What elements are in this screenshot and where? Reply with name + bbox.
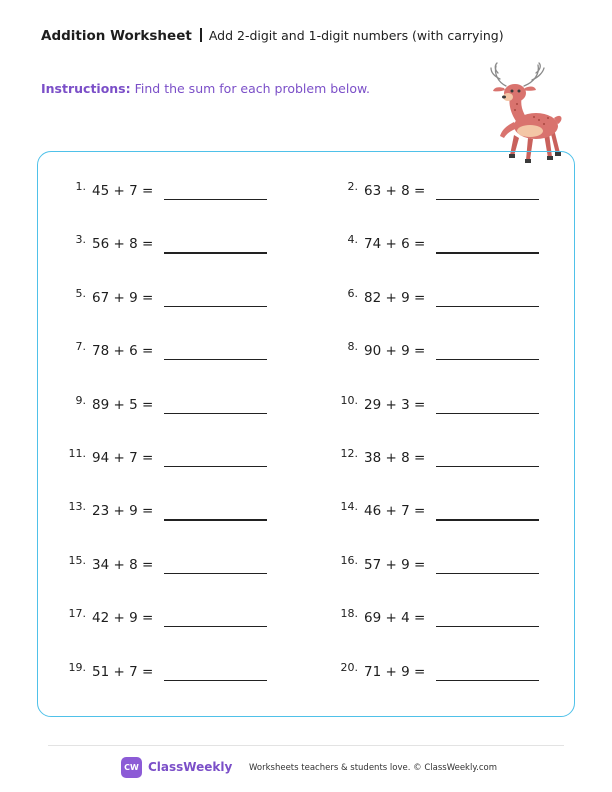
problem-expression: 78 + 6 = [92,343,154,360]
answer-line[interactable] [436,680,539,681]
problem-number: 15. [68,553,86,567]
problem-number: 8. [347,340,358,354]
problem-expression: 94 + 7 = [92,450,154,466]
problem-expression: 57 + 9 = [364,556,426,573]
problem-expression: 23 + 9 = [92,503,154,520]
answer-line[interactable] [164,413,267,414]
answer-line[interactable] [164,680,267,681]
answer-line[interactable] [164,306,267,307]
problem-number: 17. [68,607,86,621]
problem-number: 9. [75,393,86,407]
problem-expression: 90 + 9 = [364,343,426,360]
answer-line[interactable] [436,252,539,253]
problem-expression: 38 + 8 = [364,450,426,466]
instructions-text: Find the sum for each problem below. [134,81,371,96]
answer-line[interactable] [436,519,539,520]
answer-line[interactable] [436,359,539,360]
problem-number: 2. [347,180,358,193]
instructions-label: Instructions: [41,81,131,96]
instructions [41,81,370,96]
problem-expression: 45 + 7 = [92,183,154,199]
problem-number: 7. [75,340,86,354]
problem-expression: 69 + 4 = [364,610,426,627]
answer-line[interactable] [436,306,539,307]
problem-expression: 34 + 8 = [92,556,154,573]
problem-number: 18. [340,607,358,621]
problem-number: 11. [68,447,86,460]
answer-line[interactable] [436,199,539,200]
answer-line[interactable] [436,466,539,467]
classweekly-logo-badge: CW [121,757,142,778]
answer-line[interactable] [164,626,267,627]
answer-line[interactable] [164,466,267,467]
worksheet-subtitle: Add 2-digit and 1-digit numbers (with carrying) [208,28,504,43]
answer-line[interactable] [164,252,267,253]
problem-number: 5. [75,286,86,300]
problem-number: 20. [340,660,358,674]
problem-expression: 82 + 9 = [364,289,426,306]
answer-line[interactable] [436,413,539,414]
problem-number: 16. [340,553,358,567]
answer-line[interactable] [164,573,267,574]
header-divider [200,28,202,42]
problem-expression: 71 + 9 = [364,663,426,680]
answer-line[interactable] [164,519,267,520]
problems-box [37,151,575,717]
classweekly-logo-text: ClassWeekly [148,760,233,774]
worksheet-header [41,28,504,44]
worksheet-title: Addition Worksheet [41,28,192,44]
problem-number: 14. [340,500,358,514]
problem-expression: 29 + 3 = [364,396,426,413]
problem-number: 3. [75,233,86,247]
problem-number: 19. [68,660,86,674]
problem-expression: 46 + 7 = [364,503,426,520]
problem-expression: 42 + 9 = [92,610,154,627]
problem-expression: 51 + 7 = [92,663,154,680]
problem-number: 4. [347,233,358,247]
problem-expression: 67 + 9 = [92,289,154,306]
problem-expression: 74 + 6 = [364,236,426,253]
problem-expression: 63 + 8 = [364,183,426,199]
problem-number: 6. [347,286,358,300]
footer-divider [48,745,564,746]
footer-tagline: Worksheets teachers & students love. © ClassWeekly.com [249,763,498,773]
problem-number: 1. [75,180,86,193]
answer-line[interactable] [164,199,267,200]
problem-number: 12. [340,447,358,460]
answer-line[interactable] [436,626,539,627]
answer-line[interactable] [436,573,539,574]
problem-number: 13. [68,500,86,514]
problem-number: 10. [340,393,358,407]
answer-line[interactable] [164,359,267,360]
problem-expression: 89 + 5 = [92,396,154,413]
problem-expression: 56 + 8 = [92,236,154,253]
